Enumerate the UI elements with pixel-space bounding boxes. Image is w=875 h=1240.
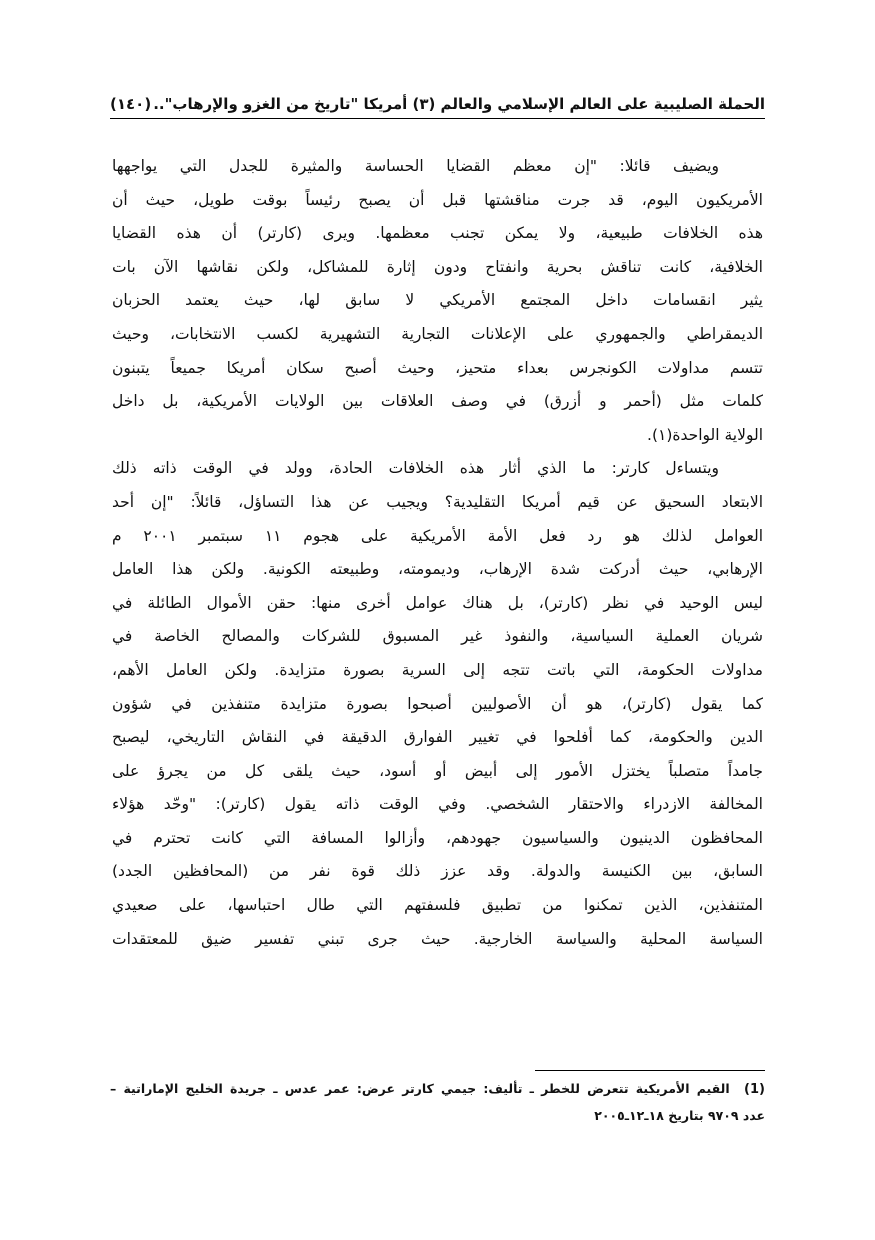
text-line: الأمريكيون اليوم، قد جرت مناقشتها قبل أن يصبح رئيساً بوقت طويل، حيث أن xyxy=(112,190,763,209)
text-line: السياسة المحلية والسياسة الخارجية. حيث جرى تبني تفسير ضيق للمعتقدات xyxy=(112,929,763,948)
text-line: المخالفة الازدراء والاحتقار الشخصي. وفي الوقت ذاته يقول (كارتر): "وحّد هؤلاء xyxy=(112,795,763,814)
text-line: الابتعاد السحيق عن قيم أمريكا التقليدية؟ ويجيب عن هذا التساؤل، قائلاً: "إن أحد xyxy=(112,492,763,511)
text-line: هذه الخلافات طبيعية، ولا يمكن تجنب معظمها. ويرى (كارتر) أن هذه القضايا xyxy=(112,224,763,243)
text-line: السابق، بين الكنيسة والدولة. وقد عزز ذلك قوة نفر من (المحافظين الجدد) xyxy=(112,862,763,881)
page-number: (١٤٠) xyxy=(110,95,152,113)
text-line: ليس الوحيد في نظر (كارتر)، بل هناك عوامل أخرى منها: حقن الأموال الطائلة في xyxy=(112,593,763,612)
text-line: يثير انقسامات داخل المجتمع الأمريكي لا سابق لها، حيث يعتمد الحزبان xyxy=(112,291,763,310)
text-line: العوامل لذلك هو رد فعل الأمة الأمريكية على هجوم ١١ سبتمبر ٢٠٠١ م xyxy=(112,526,763,545)
text-line: المتنفذين، الذين تمكنوا من تطبيق فلسفتهم التي طال احتباسها، على صعيدي xyxy=(112,896,763,915)
running-header xyxy=(110,90,765,119)
paragraph xyxy=(112,150,763,452)
text-line: مداولات الحكومة، التي باتت تتجه إلى السرية بصورة متزايدة. ولكن العامل الأهم، xyxy=(112,660,763,679)
text-line: كما يقول (كارتر)، هو أن الأصوليين أصبحوا بصورة متزايدة متنفذين في شؤون xyxy=(112,694,763,713)
text-line: جامداً متصلباً يختزل الأمور إلى أبيض أو أسود، حيث يلقى كل من يجرؤ على xyxy=(112,761,763,780)
footnote-text: القيم الأمريكية تتعرض للخطر ـ تأليف: جيمي كارتر عرض: عمر عدس ـ جريدة الخليج الإماراتية – xyxy=(110,1081,730,1096)
footnote-separator xyxy=(535,1070,765,1071)
text-line: ويتساءل كارتر: ما الذي أثار هذه الخلافات الحادة، وولد في الوقت ذاته ذلك xyxy=(112,459,719,478)
footnote-line xyxy=(110,1076,765,1103)
text-line: الإرهابي، حيث أدركت شدة الإرهاب، وديمومته، وطبيعته الكونية. ولكن هذا العامل xyxy=(112,560,763,579)
footnote-marker: (1) xyxy=(744,1082,765,1097)
text-line: الخلافية، كانت تناقش بحرية وانفتاح ودون إثارة للمشاكل، ولكن نقاشها الآن بات xyxy=(112,257,763,276)
text-line: المحافظون الدينيون والسياسيون جهودهم، وأزالوا المسافة التي كانت تحترم في xyxy=(112,828,763,847)
text-line: الدين والحكومة، كما أفلحوا في تغيير الفوارق الدقيقة في النقاش التاريخي، ليصبح xyxy=(112,728,763,747)
text-line: شريان العملية السياسية، والنفوذ غير المسبوق للشركات والمصالح الخاصة في xyxy=(112,627,763,646)
text-line: الولاية الواحدة(١). xyxy=(647,425,763,444)
text-line: كلمات مثل (أحمر و أزرق) في وصف العلاقات بين الولايات الأمريكية، بل داخل xyxy=(112,392,763,411)
paragraph xyxy=(112,452,763,956)
footnote-line: عدد ٩٧٠٩ بتاريخ ١٨ـ١٢ـ٢٠٠٥ xyxy=(594,1108,765,1123)
header-title: الحملة الصليبية على العالم الإسلامي والعالم (٣) أمريكا "تاريخ من الغزو والإرهاب".. xyxy=(153,95,765,113)
text-line: تتسم مداولات الكونجرس بعداء متحيز، وحيث أصبح سكان أمريكا جميعاً يتبنون xyxy=(112,358,763,377)
text-line: الديمقراطي والجمهوري على الإعلانات التجارية التشهيرية لكسب الانتخابات، وحيث xyxy=(112,324,763,343)
footnote xyxy=(110,1076,765,1129)
text-line: ويضيف قائلا: "إن معظم القضايا الحساسة والمثيرة للجدل التي يواجهها xyxy=(112,157,719,175)
body-text xyxy=(112,150,763,956)
